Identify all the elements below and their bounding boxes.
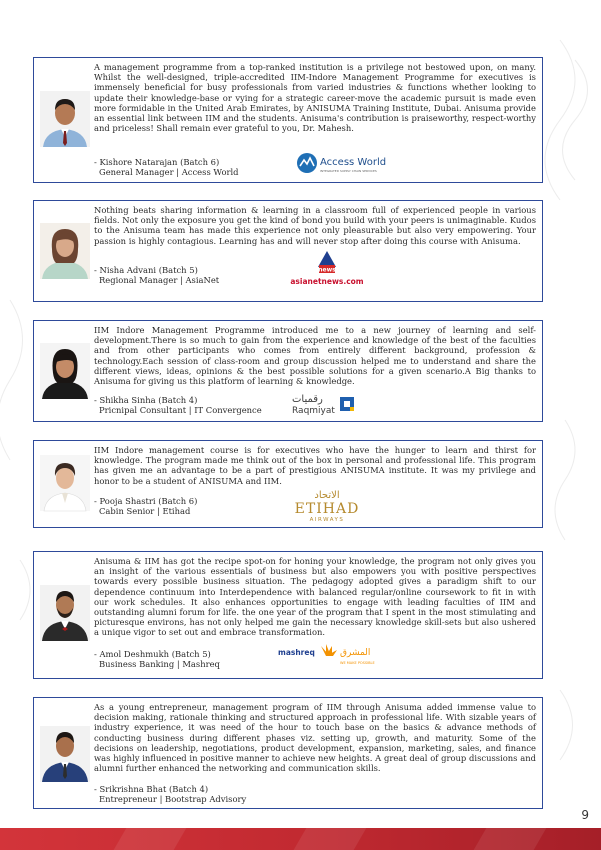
logo-title: asianetnews.com [290, 277, 364, 286]
page-number: 9 [581, 808, 589, 822]
author-block [94, 784, 246, 805]
portrait-photo [40, 223, 90, 279]
portrait-photo [40, 91, 90, 147]
testimonial-text: IIM Indore Management Programme introduced me to a new journey of learning and self-development.There is so much to gain from the experience and knowledge of the best of the faculties and from other participants who comes from entirely different background, profession & technology.Each session of class-room and group discussion helped me to understand and share the different views, ideas, opinions & the best possible solutions for a given scenario.A Big thanks to Anisuma for giving us this platform of learning & knowledge. [94, 325, 536, 387]
author-block [94, 496, 197, 517]
testimonial-card [33, 57, 543, 183]
author-name: - Srikrishna Bhat (Batch 4) [94, 784, 209, 794]
logo-badge: news [318, 266, 336, 274]
portrait-photo [40, 455, 90, 511]
portrait-photo [40, 585, 90, 641]
author-name: - Amol Deshmukh (Batch 5) [94, 649, 211, 659]
testimonial-text: IIM Indore management course is for executives who have the hunger to learn and thirst for knowledge. The program made me think out of the box in personal and professional life. This program has given me an advantage to be a part of prestigious ANISUMA institute. It was my privilege and honor to be a student of ANISUMA and IIM. [94, 445, 536, 486]
logo-arabic: رقميات [292, 394, 323, 405]
author-role: Business Banking | Mashreq [99, 659, 220, 670]
logo-subtitle: WE MAKE POSSIBLE [340, 661, 375, 665]
portrait-photo [40, 343, 90, 399]
author-block [94, 649, 220, 670]
author-name: - Pooja Shastri (Batch 6) [94, 496, 198, 506]
testimonial-card [33, 200, 543, 302]
testimonial-card [33, 697, 543, 809]
raqmiyat-logo [288, 391, 364, 417]
author-name: - Nisha Advani (Batch 5) [94, 265, 198, 275]
testimonial-card [33, 320, 543, 422]
author-name: - Kishore Natarajan (Batch 6) [94, 157, 220, 167]
testimonial-text: A management programme from a top-ranked institution is a privilege not bestowed upon, on many. Whilst the well-designed, triple-accredited IIM-Indore Management Programme for executives is immensely beneficial for busy professionals from varied industries & functions whether looking to update their knowledge-base or vying for a strategic career-move the academic pursuit is made even more formidable in the United Arab Emirates, by ANISUMA Training Institute, Dubai. Anisuma provide an essential link between IIM and the students. Anisuma's contribution is praiseworthy, respect-worthy and priceless! Shall remain ever grateful to you, Dr. Mahesh. [94, 62, 536, 134]
author-name: - Shikha Sinha (Batch 4) [94, 395, 198, 405]
logo-title: Access World [320, 157, 387, 168]
author-role: Cabin Senior | Etihad [99, 506, 191, 517]
mashreq-logo [276, 642, 376, 670]
testimonial-text: As a young entrepreneur, management program of IIM through Anisuma added immense value to decision making, rationale thinking and structured approach in professional life. With sizable years of industry experience, it was need of the hour to touch base on the basics & advance methods of conducting business during different phases viz. setting up, growth, and maturity. Some of the decisions on leadership, negotiations, product development, expansion, marketing, sales, and finance was highly influenced in positive manner to achieve new heights. A great deal of group discussions and alumni further enhanced the networking and communication skills. [94, 702, 536, 774]
author-role: Entrepreneur | Bootstrap Advisory [99, 794, 247, 805]
testimonial-text: Anisuma & IIM has got the recipe spot-on for honing your knowledge, the program not only gives you an insight of the various essentials of business but also empowers you with positive perspectives towards every possible business situation. The pedagogy adopted gives a paradigm shift to our dependence continuum into Interdependence with balanced regular/online coursework to fit in with our work schedules. It also enhances opportunities to engage with leading faculties of IIM and outstanding alumni forum for life. the one year of the program that I spent in the most stimulating and picturesque environs, has not only helped me gain the necessary knowledge skill-sets but also ushered a unique vigor to set out and embrace transformation. [94, 556, 536, 638]
logo-subtitle: INTEGRATED SUPPLY CHAIN SERVICES [320, 169, 377, 173]
logo-title: mashreq [278, 648, 315, 657]
testimonial-text: Nothing beats sharing information & learning in a classroom full of experienced people in various fields. Not only the exposure you get the kind of bond you build with your peers is unimaginable. Kudos to the Anisuma team has made this experience not only pleasurable but also very empowering. Your passion is highly contagious. Learning has and will never stop after doing this course with Anisuma. [94, 205, 536, 246]
portrait-photo [40, 726, 90, 782]
access-world-logo [296, 152, 387, 176]
logo-arabic: المشرق [340, 648, 371, 658]
logo-subtitle: AIRWAYS [309, 517, 345, 523]
logo-title: ETIHAD [294, 501, 360, 517]
author-block [94, 157, 239, 178]
author-role: Pricnipal Consultant | IT Convergence [99, 405, 262, 416]
footer-band [0, 828, 601, 850]
testimonial-card [33, 551, 543, 679]
logo-arabic: الاتحاد [314, 490, 340, 501]
logo-title: Raqmiyat [292, 406, 335, 416]
author-role: Regional Manager | AsiaNet [99, 275, 220, 286]
author-role: General Manager | Access World [99, 167, 239, 178]
author-block [94, 395, 262, 416]
author-block [94, 265, 219, 286]
etihad-logo [292, 487, 362, 527]
testimonial-card [33, 440, 543, 528]
asianet-news-logo [292, 249, 362, 289]
